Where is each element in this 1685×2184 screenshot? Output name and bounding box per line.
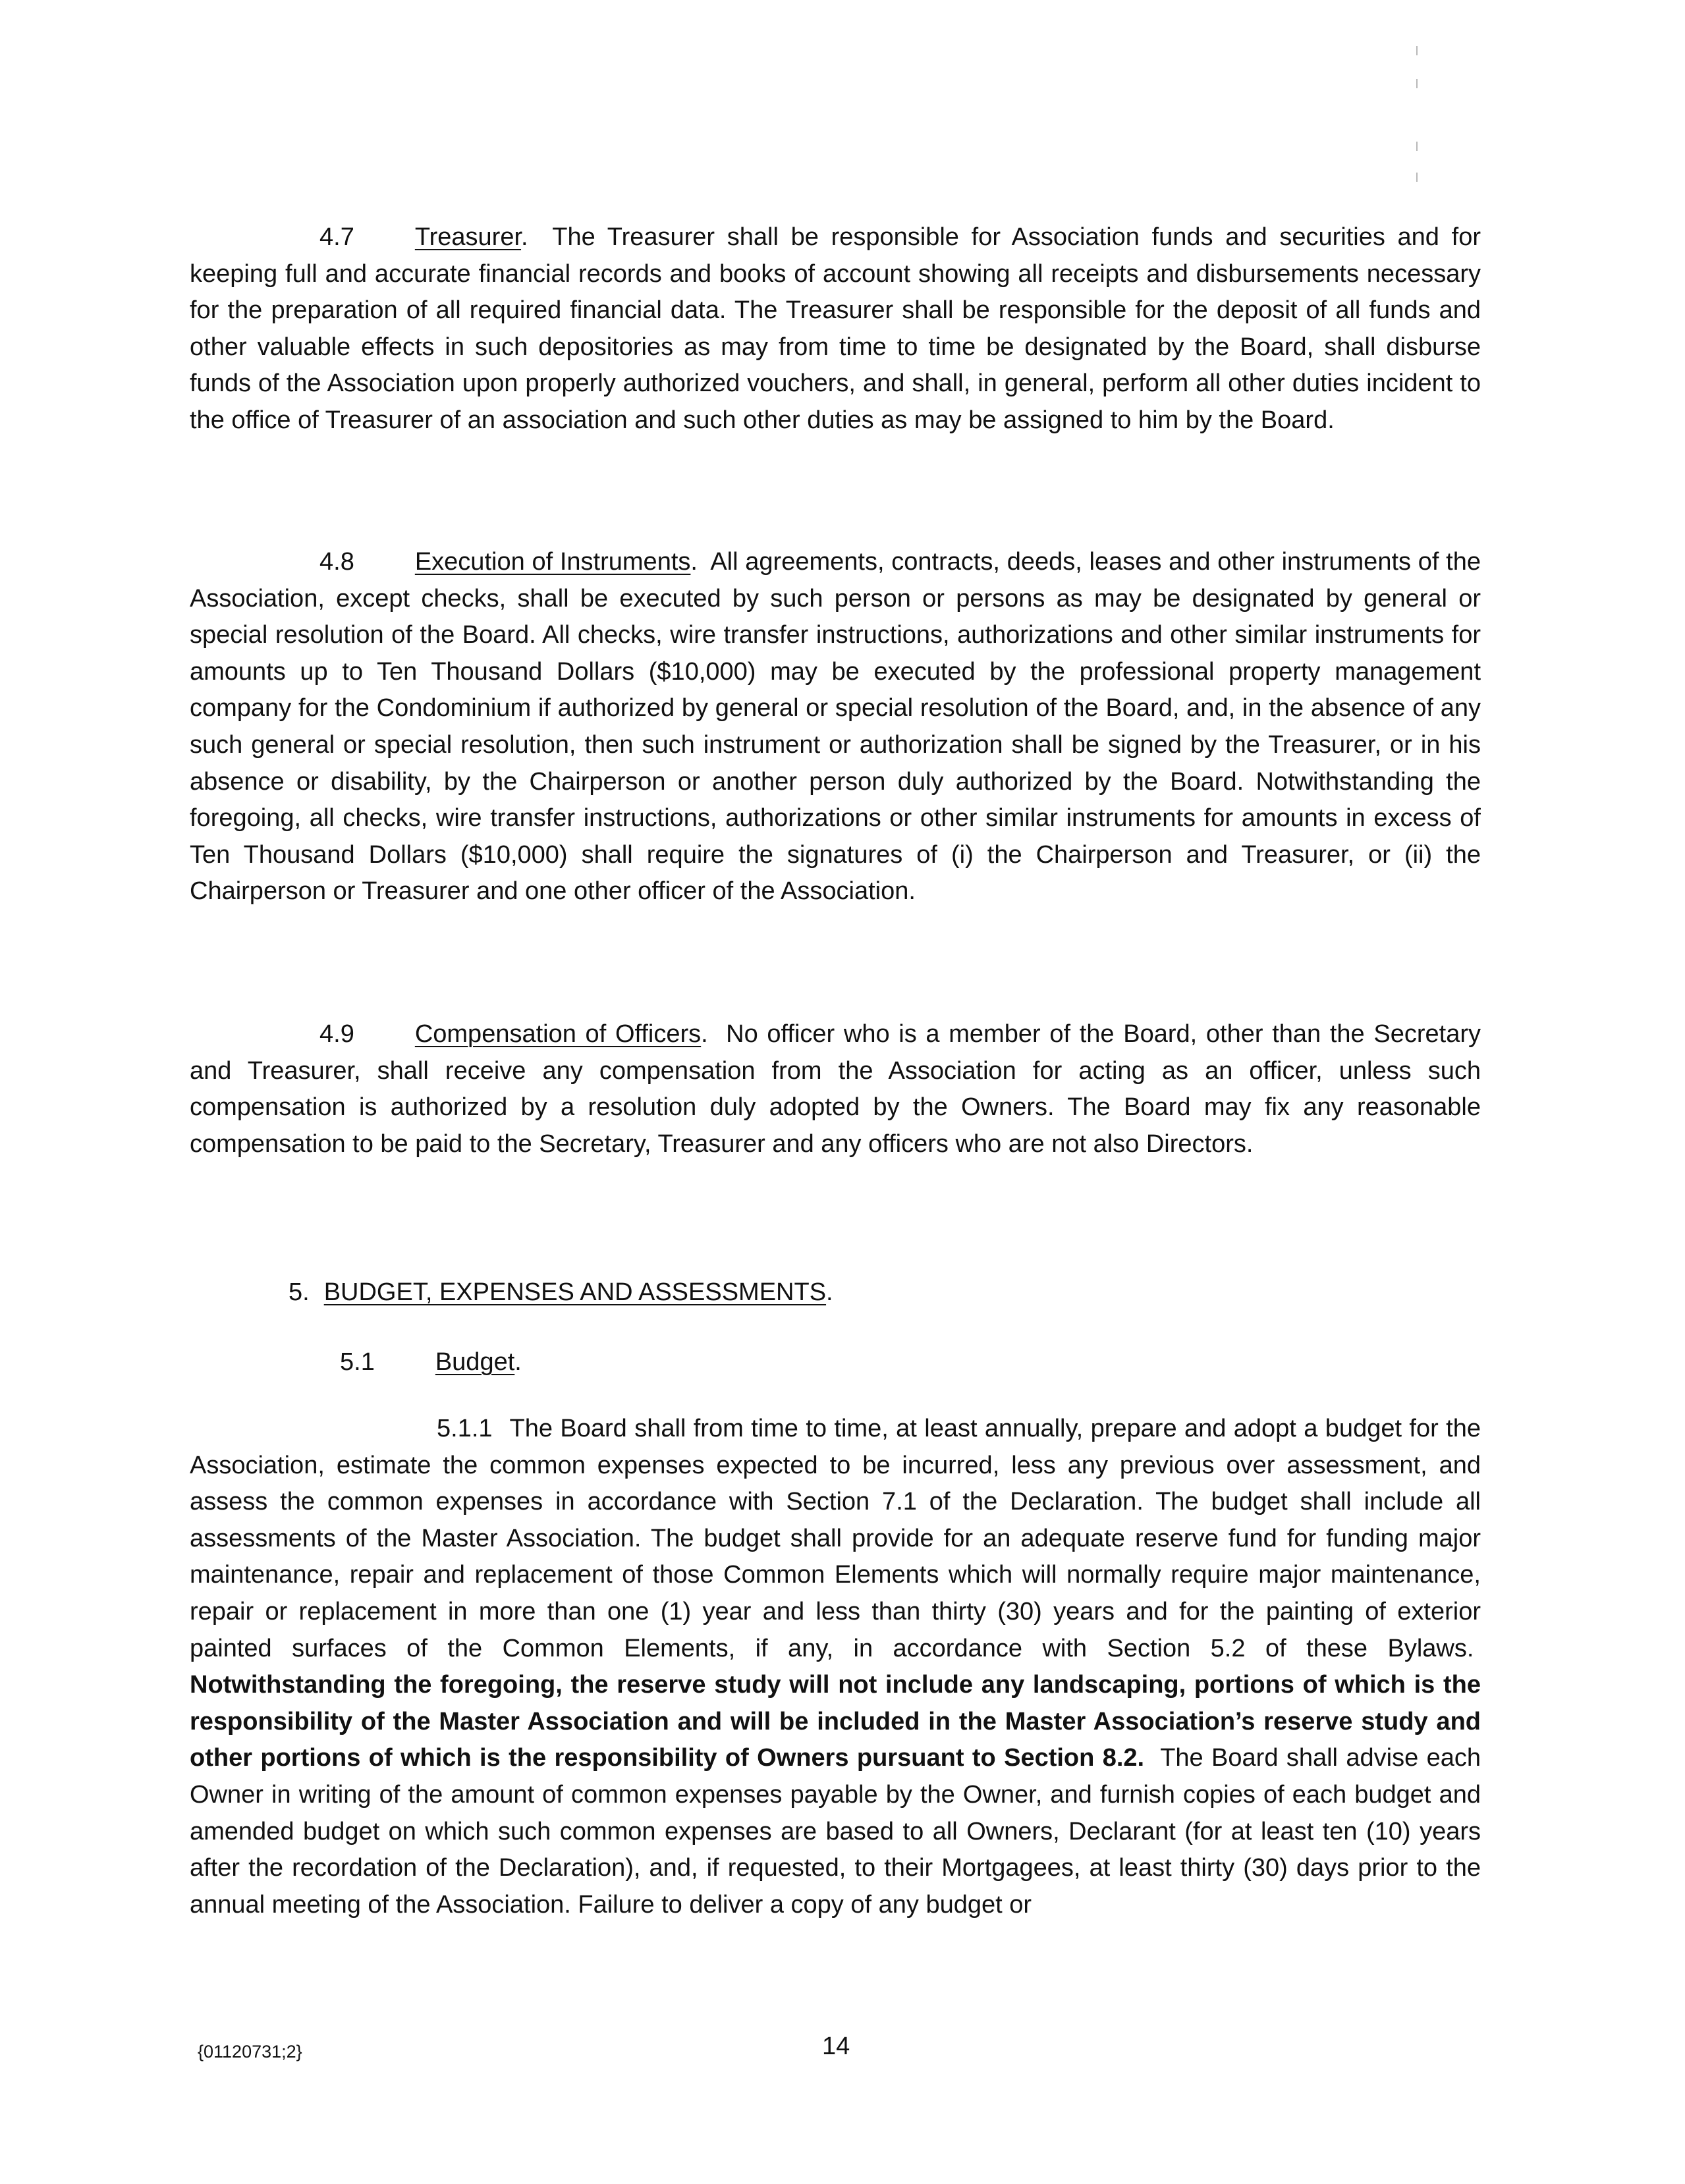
section-title: Execution of Instruments	[414, 548, 691, 576]
section-title: Compensation of Officers	[414, 1020, 702, 1048]
section-number: 4.7	[319, 223, 354, 251]
margin-mark	[1416, 142, 1418, 151]
section-number: 4.8	[319, 548, 354, 576]
section-number: 4.9	[319, 1020, 354, 1048]
document-id: {01120731;2}	[198, 2042, 302, 2061]
section-4-7: 4.7 Treasurer. The Treasurer shall be responsible for Association funds and securities and for keeping full and accurate financial records and books of account showing all receipts and disbursements necessary for the preparation of all required financial data. The Treasurer shall be responsible for the deposit of all funds and other valuable effects in such depositories as may from time to time be designated by the Board, shall disburse funds of the Association upon properly authorized vouchers, and shall, in general, perform all other duties incident to the office of Treasurer of an association and such other duties as may be assigned to him by the Board.	[190, 223, 1481, 434]
section-number: 5.1.1	[437, 1415, 493, 1442]
margin-mark	[1416, 79, 1418, 88]
section-title: Budget	[435, 1348, 515, 1376]
section-title: Treasurer	[414, 223, 522, 251]
section-body: The Board shall advise each Owner in writing of the amount of common expenses payable by the Owner, and furnish copies of each budget and amended budget on which such common expenses are based to all Owners, Declarant (for at least ten (10) years after the recordation of the Declaration), and, if requested, to their Mortgagees, at least thirty (30) days prior to the annual meeting of the Association. Failure to deliver a copy of any budget or	[190, 1744, 1481, 1919]
section-body: The Treasurer shall be responsible for Association funds and securities and for keeping full and accurate financial records and books of account showing all receipts and disbursements necessary for the preparation of all required financial data. The Treasurer shall be responsible for the deposit of all funds and other valuable effects in such depositories as may from time to time be designated by the Board, shall disburse funds of the Association upon properly authorized vouchers, and shall, in general, perform all other duties incident to the office of Treasurer of an association and such other duties as may be assigned to him by the Board.	[190, 223, 1481, 434]
section-body: All agreements, contracts, deeds, leases and other instruments of the Association, except checks, shall be executed by such person or persons as may be designated by general or special resolution of the Board. All checks, wire transfer instructions, authorizations and other similar instruments for amounts up to Ten Thousand Dollars ($10,000) may be executed by the professional property management company for the Condominium if authorized by general or special resolution of the Board, and, in the absence of any such general or special resolution, then such instrument or authorization shall be signed by the Treasurer, or in his absence or disability, by the Chairperson or another person duly authorized by the Board. Notwithstanding the foregoing, all checks, wire transfer instructions, authorizations or other similar instruments for amounts in excess of Ten Thousand Dollars ($10,000) shall require the signatures of (i) the Chairperson and Treasurer, or (ii) the Chairperson or Treasurer and one other officer of the Association.	[190, 548, 1481, 906]
section-number: 5.	[289, 1278, 310, 1306]
section-body: The Board shall from time to time, at least annually, prepare and adopt a budget for the Association, estimate the common expenses expected to be incurred, less any previous over assessment, and assess the common expenses in accordance with Section 7.1 of the Declaration. The budget shall include all assessments of the Master Association. The budget shall provide for an adequate reserve fund for funding major maintenance, repair and replacement of those Common Elements which will normally require major maintenance, repair or replacement in more than one (1) year and less than thirty (30) years and for the painting of exterior painted surfaces of the Common Elements, if any, in accordance with Section 5.2 of these Bylaws.	[190, 1415, 1481, 1662]
page-number: 14	[822, 2033, 850, 2060]
margin-mark	[1416, 46, 1418, 55]
section-body-bold: Notwithstanding the foregoing, the reserve study will not include any landscaping, portions of which is the responsibility of the Master Association and will be included in the Master Association’s reserve study and other portions of which is the responsibility of Owners pursuant to Section 8.2.	[190, 1671, 1481, 1772]
section-4-9: 4.9 Compensation of Officers. No officer who is a member of the Board, other than the Secretary and Treasurer, shall receive any compensation from the Association for acting as an officer, unless such compensation is authorized by a resolution duly adopted by the Owners. The Board may fix any reasonable compensation to be paid to the Secretary, Treasurer and any officers who are not also Directors.	[190, 1020, 1481, 1158]
section-4-8: 4.8 Execution of Instruments. All agreements, contracts, deeds, leases and other instruments of the Association, except checks, shall be executed by such person or persons as may be designated by general or special resolution of the Board. All checks, wire transfer instructions, authorizations and other similar instruments for amounts up to Ten Thousand Dollars ($10,000) may be executed by the professional property management company for the Condominium if authorized by general or special resolution of the Board, and, in the absence of any such general or special resolution, then such instrument or authorization shall be signed by the Treasurer, or in his absence or disability, by the Chairperson or another person duly authorized by the Board. Notwithstanding the foregoing, all checks, wire transfer instructions, authorizations or other similar instruments for amounts in excess of Ten Thousand Dollars ($10,000) shall require the signatures of (i) the Chairperson and Treasurer, or (ii) the Chairperson or Treasurer and one other officer of the Association.	[190, 548, 1481, 906]
section-5-heading: 5. BUDGET, EXPENSES AND ASSESSMENTS.	[289, 1278, 833, 1306]
section-5-1-heading: 5.1 Budget.	[340, 1348, 522, 1376]
margin-mark	[1416, 173, 1418, 182]
section-5-1-1	[190, 1411, 1481, 1923]
section-title: BUDGET, EXPENSES AND ASSESSMENTS	[323, 1278, 827, 1306]
section-body: No officer who is a member of the Board, other than the Secretary and Treasurer, shall receive any compensation from the Association for acting as an officer, unless such compensation is authorized by a resolution duly adopted by the Owners. The Board may fix any reasonable compensation to be paid to the Secretary, Treasurer and any officers who are not also Directors.	[190, 1020, 1481, 1158]
section-number: 5.1	[340, 1348, 375, 1376]
